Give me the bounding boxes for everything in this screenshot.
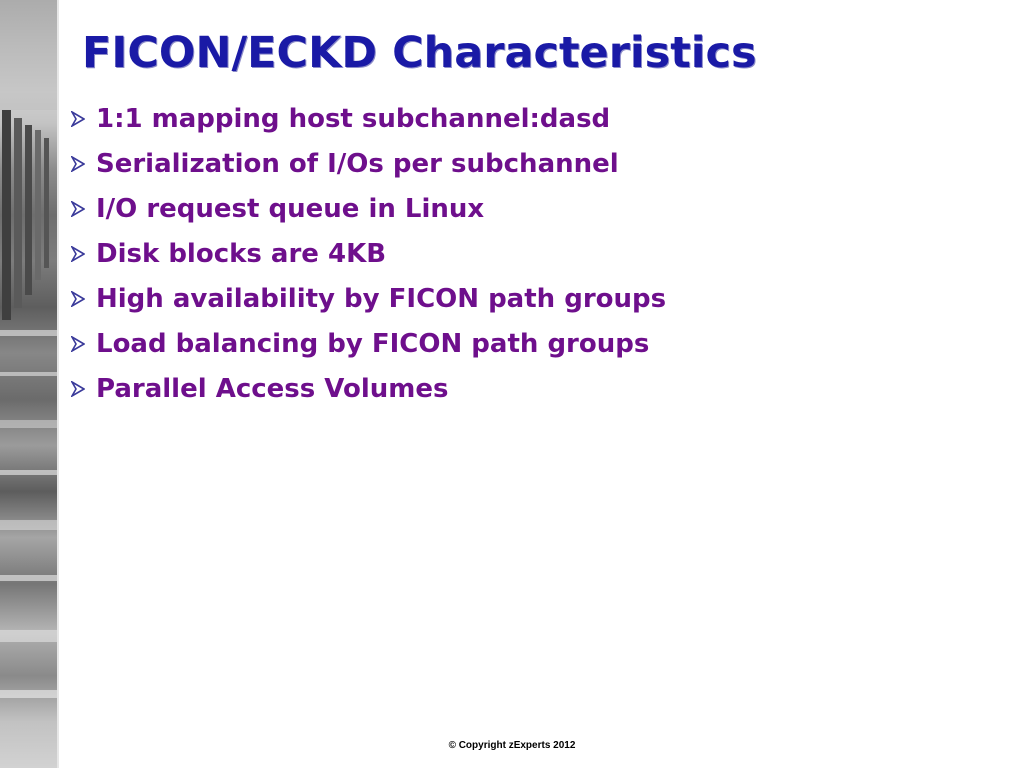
arrow-bullet-icon bbox=[60, 246, 96, 262]
bullet-text: I/O request queue in Linux bbox=[96, 193, 485, 224]
pier-photo-image bbox=[0, 0, 58, 768]
bullet-text: 1:1 mapping host subchannel:dasd bbox=[96, 103, 611, 134]
copyright-footer: © Copyright zExperts 2012 bbox=[448, 740, 576, 751]
slide-title: FICON/ECKD Characteristics bbox=[82, 28, 757, 78]
side-divider bbox=[57, 0, 59, 768]
bullet-item bbox=[60, 366, 666, 411]
arrow-bullet-icon bbox=[60, 381, 96, 397]
bullet-text: Load balancing by FICON path groups bbox=[96, 328, 650, 359]
bullet-text: Disk blocks are 4KB bbox=[96, 238, 387, 269]
arrow-bullet-icon bbox=[60, 291, 96, 307]
arrow-bullet-icon bbox=[60, 156, 96, 172]
bullet-item bbox=[60, 276, 666, 321]
bullet-item bbox=[60, 321, 666, 366]
bullet-item bbox=[60, 96, 666, 141]
bullet-item bbox=[60, 231, 666, 276]
bullet-item bbox=[60, 186, 666, 231]
side-photo-strip bbox=[0, 0, 58, 768]
arrow-bullet-icon bbox=[60, 201, 96, 217]
arrow-bullet-icon bbox=[60, 111, 96, 127]
bullet-text: High availability by FICON path groups bbox=[96, 283, 667, 314]
arrow-bullet-icon bbox=[60, 336, 96, 352]
bullet-text: Parallel Access Volumes bbox=[96, 373, 449, 404]
bullet-item bbox=[60, 141, 666, 186]
bullet-text: Serialization of I/Os per subchannel bbox=[96, 148, 619, 179]
bullet-list bbox=[60, 96, 666, 411]
